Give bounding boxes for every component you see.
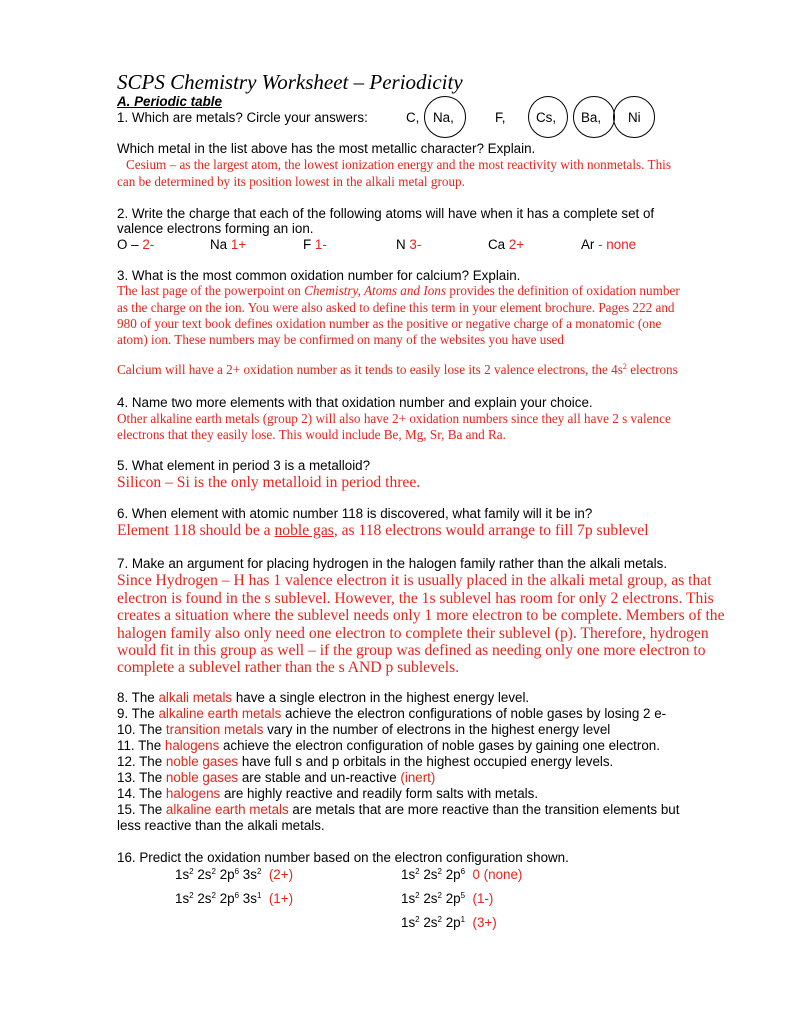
q1-answer-line: can be determined by its position lowest in the alkali metal group. xyxy=(117,174,465,189)
answer-circle-ba xyxy=(573,96,615,138)
choice-cs: Cs, xyxy=(536,110,557,125)
q7-prompt: 7. Make an argument for placing hydrogen in the halogen family rather than the alkali metals. xyxy=(117,556,668,571)
choice-ni: Ni xyxy=(628,110,641,125)
q3-prompt: 3. What is the most common oxidation number for calcium? Explain. xyxy=(117,268,521,283)
ion-item: F 1- xyxy=(303,237,327,252)
q6-answer: Element 118 should be a noble gas, as 118 electrons would arrange to fill 7p sublevel xyxy=(117,522,649,539)
config-item: $1s^2$ $2s^2$ $2p^6$ $3s^1$ (1+) xyxy=(175,891,294,906)
q4-prompt: 4. Name two more elements with that oxidation number and explain your choice. xyxy=(117,395,593,410)
q1-prompt: 1. Which are metals? Circle your answers: xyxy=(117,110,368,125)
q6-prompt: 6. When element with atomic number 118 is discovered, what family will it be in? xyxy=(117,506,593,521)
fill-item: 13. The noble gases are stable and un-reactive (inert) xyxy=(117,770,436,785)
answer-circle-ni xyxy=(613,96,655,138)
page-title: SCPS Chemistry Worksheet – Periodicity xyxy=(117,70,463,94)
fill-item: 9. The alkaline earth metals achieve the electron configurations of noble gases by losing 2 e- xyxy=(117,706,667,721)
fill-item: 15. The alkaline earth metals are metals that are more reactive than the transition elements but xyxy=(117,802,680,817)
q4-answer-line: electrons that they easily lose. This would include Be, Mg, Sr, Ba and Ra. xyxy=(117,427,506,442)
q7-answer-line: would fit in this group as well – if the group was defined as needing only one more electron to xyxy=(117,642,706,659)
q7-answer-line: complete a sublevel rather than the s AND p sublevels. xyxy=(117,659,460,676)
q2-prompt: 2. Write the charge that each of the following atoms will have when it has a complete set of xyxy=(117,206,655,221)
ion-item: Ar - none xyxy=(581,237,637,252)
fill-item: 8. The alkali metals have a single electron in the highest energy level. xyxy=(117,690,530,705)
q4-answer-line: Other alkaline earth metals (group 2) will also have 2+ oxidation numbers since they all have 2 s valence xyxy=(117,411,671,426)
answer-circle-na xyxy=(424,96,466,138)
q5-answer: Silicon – Si is the only metalloid in period three. xyxy=(117,474,421,491)
choice-c: C, xyxy=(406,110,420,125)
choice-f: F, xyxy=(495,110,506,125)
config-item: $1s^2$ $2s^2$ $2p^5$ (1-) xyxy=(401,891,494,906)
fill-item: 10. The transition metals vary in the number of electrons in the highest energy level xyxy=(117,722,611,737)
q3-answer-line: The last page of the powerpoint on Chemistry, Atoms and Ions provides the definition of oxidation number xyxy=(117,283,680,298)
q3-answer-line: atom) ion. These numbers may be confirmed on many of the websites you have used xyxy=(117,332,564,347)
q3-answer-line: 980 of your text book defines oxidation number as the positive or negative charge of a monatomic (one xyxy=(117,316,662,331)
fill-item: 11. The halogens achieve the electron configuration of noble gases by gaining one electron. xyxy=(117,738,660,753)
q5-prompt: 5. What element in period 3 is a metalloid? xyxy=(117,458,371,473)
config-item: $1s^2$ $2s^2$ $2p^1$ (3+) xyxy=(401,915,497,930)
q3-answer-line: as the charge on the ion. You were also asked to define this term in your element brochure. Pages 222 and xyxy=(117,300,675,315)
q3-calcium-answer: Calcium will have a 2+ oxidation number as it tends to easily lose its 2 valence electrons, the $4s^2$ electrons xyxy=(117,362,678,377)
choice-ba: Ba, xyxy=(581,110,602,125)
q7-answer-line: creates a situation where the sublevel needs only 1 more electron to be complete. Members of the xyxy=(117,607,725,624)
choice-na: Na, xyxy=(433,110,454,125)
q7-answer-line: halogen family also only need one electron to complete their sublevel (p). Therefore, hydrogen xyxy=(117,625,709,642)
ion-item: Na 1+ xyxy=(210,237,247,252)
q1-answer-line: Cesium – as the largest atom, the lowest ionization energy and the most reactivity with nonmetals. This xyxy=(126,157,671,172)
fill-item-continuation: less reactive than the alkali metals. xyxy=(117,818,325,833)
q16-prompt: 16. Predict the oxidation number based on the electron configuration shown. xyxy=(117,850,569,865)
config-item: $1s^2$ $2s^2$ $2p^6$ 0 (none) xyxy=(401,867,523,882)
answer-circle-cs xyxy=(528,96,568,138)
ion-item: O – 2- xyxy=(117,237,155,252)
config-item: $1s^2$ $2s^2$ $2p^6$ $3s^2$ (2+) xyxy=(175,867,294,882)
q2-prompt: valence electrons forming an ion. xyxy=(117,221,314,236)
ion-item: Ca 2+ xyxy=(488,237,525,252)
ion-item: N 3- xyxy=(396,237,422,252)
q7-answer-line: Since Hydrogen – H has 1 valence electron it is usually placed in the alkali metal group, as that xyxy=(117,572,712,589)
fill-item: 14. The halogens are highly reactive and readily form salts with metals. xyxy=(117,786,539,801)
q7-answer-line: electron is found in the s sublevel. However, the 1s sublevel has room for only 2 electrons. This xyxy=(117,590,714,607)
q1-followup: Which metal in the list above has the most metallic character? Explain. xyxy=(117,141,536,156)
fill-item: 12. The noble gases have full s and p orbitals in the highest occupied energy levels. xyxy=(117,754,614,769)
section-heading: A. Periodic table xyxy=(117,94,222,109)
